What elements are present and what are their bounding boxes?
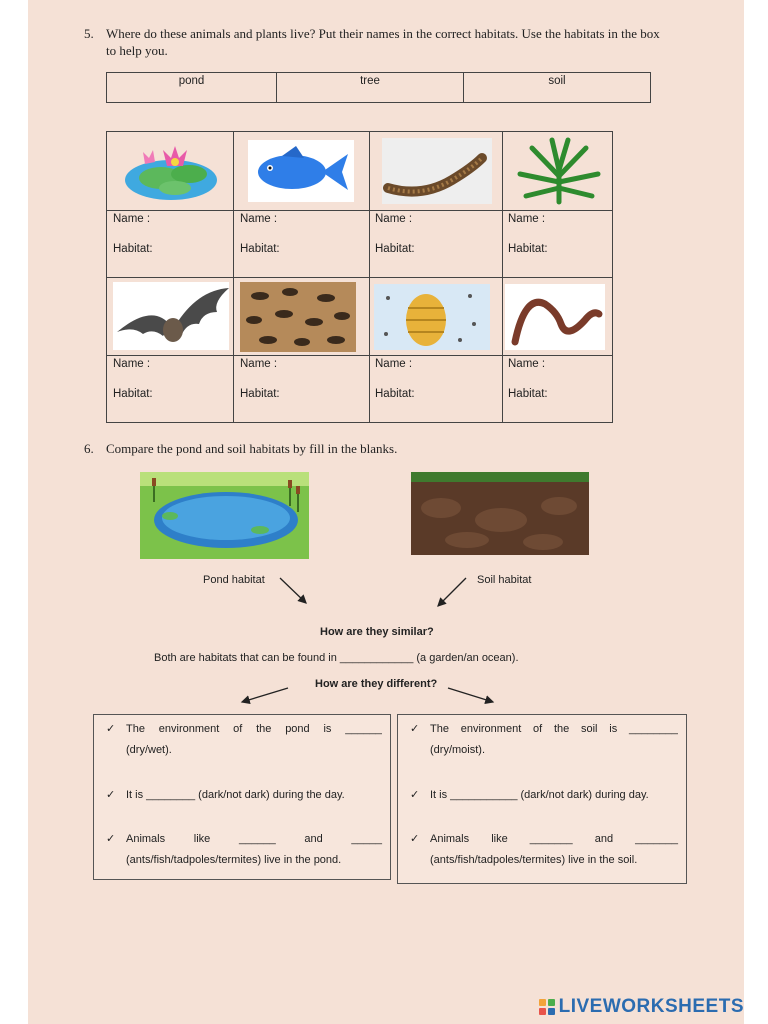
name-label: Name : — [508, 213, 546, 225]
habitat-label: Habitat: — [113, 243, 153, 255]
pond-item-dark — [106, 785, 382, 807]
habitat-word: soil — [548, 75, 566, 87]
fish-picture — [248, 140, 354, 202]
similar-sentence: Both are habitats that can be found in ____________ (a garden/an ocean). — [154, 652, 519, 664]
habitat-word: pond — [107, 73, 277, 102]
word: the — [553, 723, 570, 735]
name-label: Name : — [113, 213, 151, 225]
word: soil — [581, 723, 598, 735]
pond-animals-options: (ants/fish/tadpoles/termites) live in the pond. — [126, 854, 342, 866]
answer-blank[interactable]: ______ — [238, 833, 276, 845]
answer-blank[interactable]: _______ — [635, 833, 678, 845]
word: environment — [158, 723, 220, 735]
watermark-text: LIVEWORKSHEETS — [558, 996, 744, 1017]
check-icon: ✓ — [410, 723, 420, 735]
liveworksheets-logo-icon — [539, 999, 556, 1016]
soil-animals-options: (ants/fish/tadpoles/termites) live in the soil. — [430, 854, 638, 866]
habitat-label: Habitat: — [375, 243, 415, 255]
habitat-label: Habitat: — [508, 388, 548, 400]
word: is — [609, 723, 618, 735]
answer-blank[interactable]: _______ — [529, 833, 573, 845]
check-icon: ✓ — [106, 833, 116, 845]
question-number: 6. — [84, 441, 94, 456]
word: the — [256, 723, 272, 735]
termites-picture — [240, 282, 356, 352]
name-label: Name : — [240, 358, 278, 370]
pond-dark-sentence[interactable]: It is ________ (dark/not dark) during the day. — [126, 789, 345, 801]
word: and — [594, 833, 614, 845]
bat-picture — [113, 282, 229, 350]
beehive-picture — [374, 284, 490, 350]
question-number: 5. — [84, 26, 94, 41]
earthworm-picture — [505, 284, 605, 350]
soil-item-environment — [410, 719, 678, 763]
pond-item-environment — [106, 719, 382, 763]
name-label: Name : — [240, 213, 278, 225]
word: pond — [285, 723, 310, 735]
habitat-word-box — [106, 72, 651, 103]
word: The — [430, 723, 449, 735]
soil-item-dark — [410, 785, 678, 807]
liveworksheets-watermark — [539, 996, 744, 1018]
soil-dark-sentence[interactable]: It is ___________ (dark/not dark) during day. — [430, 789, 649, 801]
pond-comparison-box — [93, 714, 391, 880]
millipede-picture — [382, 138, 492, 204]
word: of — [533, 723, 543, 735]
word: of — [233, 723, 243, 735]
check-icon: ✓ — [410, 789, 420, 801]
habitat-label: Habitat: — [375, 388, 415, 400]
soil-animals-line — [430, 829, 678, 850]
question-text-continued: to help you. — [106, 43, 168, 58]
pond-animals-line — [126, 829, 382, 850]
habitat-word: tree — [277, 73, 464, 102]
habitat-label: Habitat: — [113, 388, 153, 400]
name-label: Name : — [375, 358, 413, 370]
answer-blank[interactable]: _____ — [351, 833, 382, 845]
soil-comparison-box — [397, 714, 687, 884]
pond-environment-line — [126, 719, 382, 740]
fern-picture — [512, 136, 606, 206]
soil-habitat-picture — [411, 472, 589, 555]
soil-item-animals — [410, 829, 678, 873]
question-5 — [84, 25, 724, 65]
organism-table — [106, 131, 613, 423]
soil-environment-options: (dry/moist). — [430, 744, 485, 756]
pond-environment-options: (dry/wet). — [126, 744, 172, 756]
question-text: Where do these animals and plants live? Put their names in the correct habitats. Use the habitats in the box — [106, 26, 660, 41]
word: is — [323, 723, 332, 735]
check-icon: ✓ — [106, 723, 116, 735]
soil-habitat-caption: Soil habitat — [477, 574, 532, 586]
question-6 — [84, 440, 684, 460]
word: like — [491, 833, 508, 845]
name-label: Name : — [375, 213, 413, 225]
name-label: Name : — [113, 358, 151, 370]
pond-habitat-caption: Pond habitat — [203, 574, 265, 586]
question-text: Compare the pond and soil habitats by fill in the blanks. — [106, 441, 398, 456]
name-label: Name : — [508, 358, 546, 370]
word: The — [126, 723, 145, 735]
word: and — [304, 833, 323, 845]
pond-habitat-picture — [140, 472, 309, 559]
word: Animals — [126, 833, 166, 845]
word: Animals — [430, 833, 470, 845]
pond-item-animals — [106, 829, 382, 873]
word: environment — [460, 723, 522, 735]
check-icon: ✓ — [106, 789, 116, 801]
word: like — [193, 833, 211, 845]
habitat-label: Habitat: — [240, 388, 280, 400]
answer-blank[interactable]: ______ — [345, 723, 382, 735]
similar-heading: How are they similar? — [320, 626, 434, 638]
check-icon: ✓ — [410, 833, 420, 845]
soil-environment-line — [430, 719, 678, 740]
habitat-label: Habitat: — [508, 243, 548, 255]
habitat-label: Habitat: — [240, 243, 280, 255]
different-heading: How are they different? — [315, 678, 438, 690]
water-lily-picture — [123, 138, 219, 204]
answer-blank[interactable]: ________ — [628, 723, 678, 735]
